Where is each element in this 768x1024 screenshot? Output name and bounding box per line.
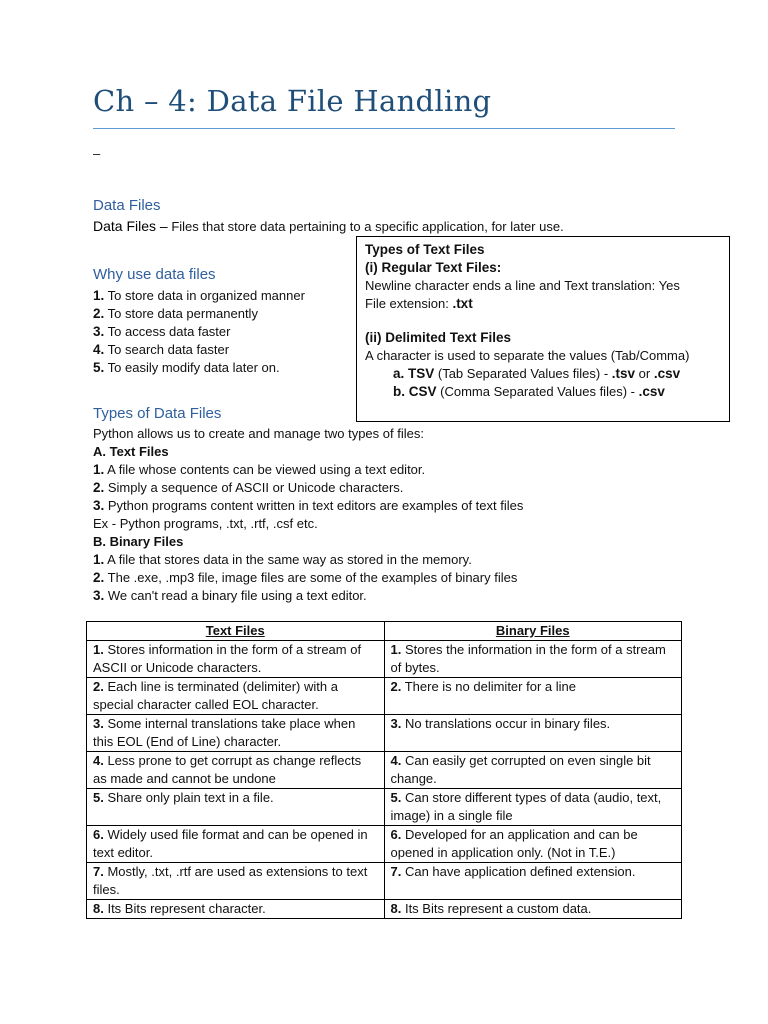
file-extension-value: .txt	[452, 296, 473, 311]
cell-text: Can have application defined extension.	[401, 864, 636, 879]
delimited-text-files-line: A character is used to separate the values (Tab/Comma)	[365, 348, 690, 363]
item-text: To search data faster	[104, 342, 230, 357]
cell-number: 7.	[93, 864, 104, 879]
item-text: We can't read a binary file using a text editor.	[104, 588, 367, 603]
tsv-or: or	[635, 366, 654, 381]
table-cell	[87, 789, 385, 826]
table-row	[87, 900, 682, 919]
csv-description: (Comma Separated Values files) -	[436, 384, 639, 399]
table-cell	[87, 678, 385, 715]
table-row	[87, 789, 682, 826]
tsv-extension-alt: .csv	[653, 366, 681, 381]
csv-label: b. CSV	[393, 384, 437, 399]
item-text: To easily modify data later on.	[104, 360, 280, 375]
cell-text: Share only plain text in a file.	[103, 790, 274, 805]
cell-number: 6.	[93, 827, 104, 842]
table-row	[87, 641, 682, 678]
list-item	[93, 341, 305, 359]
dash-mark: –	[93, 146, 101, 161]
cell-text: Widely used file format and can be opened in text editor.	[93, 827, 368, 860]
list-item	[93, 287, 305, 305]
spacer	[365, 313, 721, 329]
csv-extension: .csv	[638, 384, 665, 399]
table-cell	[384, 715, 682, 752]
cell-number: 4.	[93, 753, 104, 768]
tsv-line	[365, 365, 721, 383]
cell-number: 8.	[390, 901, 402, 916]
table-cell	[384, 826, 682, 863]
cell-number: 4.	[390, 753, 402, 768]
item-text: To store data permanently	[104, 306, 258, 321]
list-item	[93, 587, 523, 605]
file-extension-line	[365, 295, 721, 313]
item-number: 1.	[93, 552, 105, 567]
list-item	[93, 497, 523, 515]
list-item	[93, 305, 305, 323]
item-number: 1.	[93, 462, 105, 477]
comparison-table	[86, 621, 682, 919]
table-cell	[384, 678, 682, 715]
list-item	[93, 479, 523, 497]
table-row	[87, 678, 682, 715]
cell-text: Stores information in the form of a stream of ASCII or Unicode characters.	[93, 642, 362, 675]
data-files-term: Data Files –	[93, 218, 168, 234]
file-extension-label: File extension:	[365, 296, 453, 311]
column-header-text-files: Text Files	[87, 622, 385, 641]
cell-text: There is no delimiter for a line	[401, 679, 576, 694]
list-item	[93, 569, 523, 587]
cell-number: 1.	[390, 642, 402, 657]
text-file-types-box	[356, 236, 730, 422]
delimited-text-files-heading: (ii) Delimited Text Files	[365, 330, 512, 345]
title-underline	[93, 128, 675, 129]
why-use-heading: Why use data files	[93, 266, 216, 283]
item-number: 2.	[93, 306, 105, 321]
tsv-description: (Tab Separated Values files) -	[434, 366, 612, 381]
item-number: 1.	[93, 288, 105, 303]
tsv-label: a. TSV	[393, 366, 435, 381]
item-number: 3.	[93, 498, 105, 513]
page-title: Ch – 4: Data File Handling	[93, 84, 492, 118]
cell-text: Can easily get corrupted on even single bit change.	[390, 753, 651, 786]
cell-text: Some internal translations take place when this EOL (End of Line) character.	[93, 716, 356, 749]
csv-line	[365, 383, 721, 401]
text-files-example: Ex - Python programs, .txt, .rtf, .csf etc.	[93, 516, 318, 531]
table-cell	[87, 900, 385, 919]
regular-text-files-line: Newline character ends a line and Text translation: Yes	[365, 278, 680, 293]
cell-text: Can store different types of data (audio, text, image) in a single file	[390, 790, 662, 823]
cell-text: Its Bits represent a custom data.	[401, 901, 592, 916]
tsv-extension: .tsv	[611, 366, 636, 381]
item-number: 3.	[93, 588, 105, 603]
list-item	[93, 359, 305, 377]
table-row	[87, 863, 682, 900]
item-number: 5.	[93, 360, 105, 375]
item-number: 2.	[93, 570, 105, 585]
table-cell	[384, 752, 682, 789]
text-files-subheading: A. Text Files	[93, 444, 169, 459]
table-row	[87, 826, 682, 863]
types-of-data-files-body	[93, 425, 523, 605]
table-cell	[87, 715, 385, 752]
item-number: 3.	[93, 324, 105, 339]
cell-number: 8.	[93, 901, 104, 916]
item-text: The .exe, .mp3 file, image files are some of the examples of binary files	[104, 570, 518, 585]
item-number: 2.	[93, 480, 105, 495]
item-text: To store data in organized manner	[104, 288, 305, 303]
item-text: To access data faster	[104, 324, 231, 339]
types-of-data-files-heading: Types of Data Files	[93, 405, 222, 422]
table-cell	[87, 826, 385, 863]
cell-number: 7.	[390, 864, 402, 879]
item-text: Simply a sequence of ASCII or Unicode characters.	[104, 480, 404, 495]
item-text: Python programs content written in text editors are examples of text files	[104, 498, 524, 513]
types-intro: Python allows us to create and manage two types of files:	[93, 426, 424, 441]
table-cell	[87, 863, 385, 900]
binary-files-subheading: B. Binary Files	[93, 534, 184, 549]
box-title: Types of Text Files	[365, 242, 485, 257]
cell-number: 1.	[93, 642, 104, 657]
item-number: 4.	[93, 342, 105, 357]
table-cell	[87, 641, 385, 678]
column-header-binary-files: Binary Files	[384, 622, 682, 641]
cell-text: Mostly, .txt, .rtf are used as extensions to text files.	[93, 864, 368, 897]
cell-text: Its Bits represent character.	[103, 901, 266, 916]
data-files-definition	[93, 217, 564, 236]
why-use-list	[93, 287, 305, 377]
cell-number: 2.	[390, 679, 402, 694]
cell-number: 6.	[390, 827, 402, 842]
data-files-heading: Data Files	[93, 197, 161, 214]
item-text: A file whose contents can be viewed using a text editor.	[104, 462, 426, 477]
cell-number: 5.	[93, 790, 104, 805]
table-cell	[384, 789, 682, 826]
list-item	[93, 551, 523, 569]
cell-text: Each line is terminated (delimiter) with a special character called EOL character.	[93, 679, 338, 712]
table-header-row	[87, 622, 682, 641]
table-row	[87, 715, 682, 752]
cell-number: 3.	[93, 716, 104, 731]
cell-number: 3.	[390, 716, 402, 731]
item-text: A file that stores data in the same way as stored in the memory.	[104, 552, 472, 567]
cell-number: 2.	[93, 679, 104, 694]
cell-text: No translations occur in binary files.	[401, 716, 611, 731]
table-cell	[87, 752, 385, 789]
cell-number: 5.	[390, 790, 402, 805]
cell-text: Developed for an application and can be opened in application only. (Not in T.E.)	[390, 827, 638, 860]
cell-text: Stores the information in the form of a stream of bytes.	[390, 642, 666, 675]
regular-text-files-heading: (i) Regular Text Files:	[365, 260, 502, 275]
table-cell	[384, 900, 682, 919]
data-files-definition-text: Files that store data pertaining to a specific application, for later use.	[167, 219, 564, 234]
list-item	[93, 461, 523, 479]
table-row	[87, 752, 682, 789]
list-item	[93, 323, 305, 341]
cell-text: Less prone to get corrupt as change reflects as made and cannot be undone	[93, 753, 362, 786]
table-cell	[384, 641, 682, 678]
table-cell	[384, 863, 682, 900]
